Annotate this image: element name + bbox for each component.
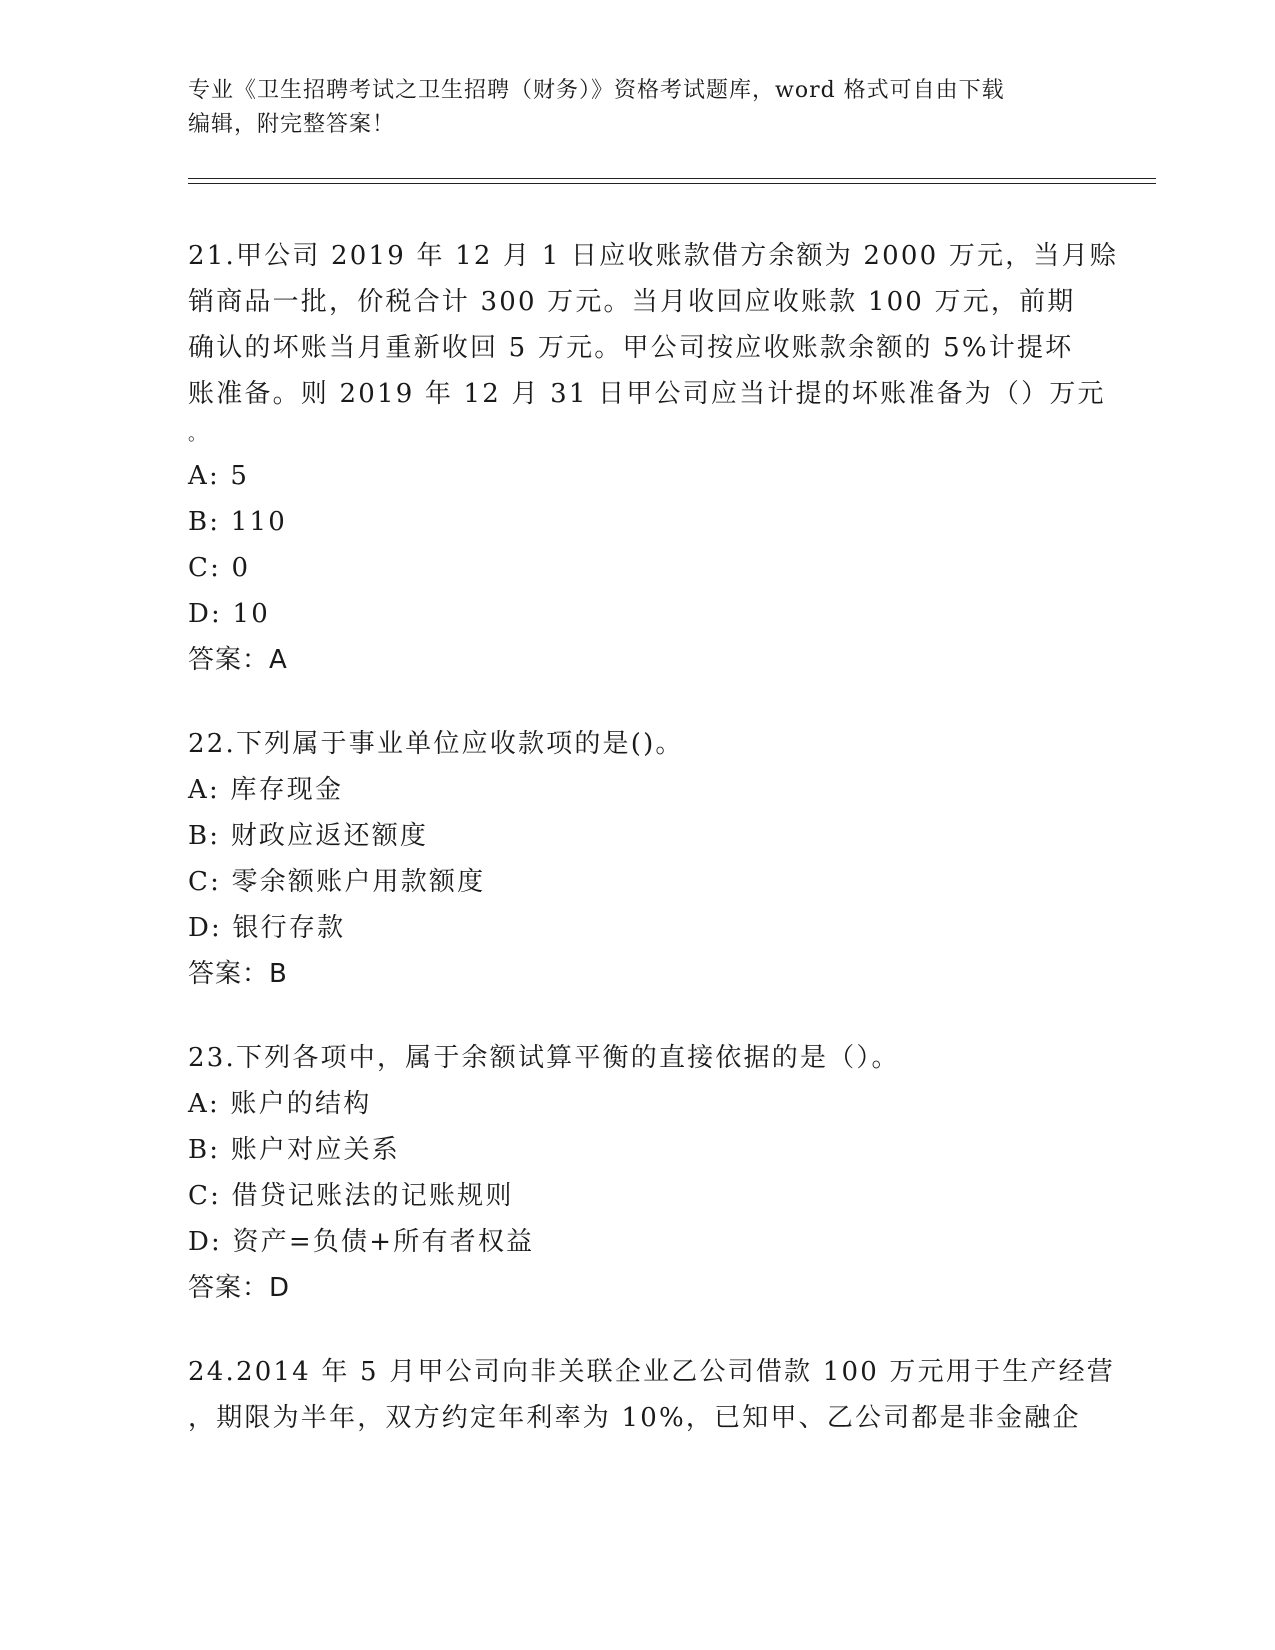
question-text-line: 22.下列属于事业单位应收款项的是()。	[188, 729, 684, 759]
question-21	[188, 233, 1119, 683]
option-a: A: 账户的结构	[188, 1089, 372, 1119]
option-b: B: 110	[188, 507, 287, 537]
question-23	[188, 1035, 1088, 1311]
option-a: A: 库存现金	[188, 775, 344, 805]
question-text-line: 销商品一批，价税合计 300 万元。当月收回应收账款 100 万元，前期	[188, 287, 1076, 317]
option-d: D: 银行存款	[188, 913, 346, 943]
question-text-line: 确认的坏账当月重新收回 5 万元。甲公司按应收账款余额的 5%计提坏	[188, 333, 1074, 363]
option-b: B: 账户对应关系	[188, 1135, 400, 1165]
question-text-line: 21.甲公司 2019 年 12 月 1 日应收账款借方余额为 2000 万元，当月赊	[188, 241, 1119, 271]
question-text-line: ，期限为半年，双方约定年利率为 10%，已知甲、乙公司都是非金融企	[188, 1403, 1081, 1433]
header-divider-bottom	[188, 183, 1156, 184]
answer-label: 答案：A	[188, 645, 288, 675]
option-d: D: 10	[188, 599, 270, 629]
option-b: B: 财政应返还额度	[188, 821, 429, 851]
option-c: C: 借贷记账法的记账规则	[188, 1181, 514, 1211]
header-line-2: 编辑，附完整答案！	[188, 112, 396, 137]
document-header	[188, 74, 1088, 142]
question-22	[188, 721, 1088, 997]
answer-label: 答案：B	[188, 959, 288, 989]
option-d: D: 资产=负债+所有者权益	[188, 1227, 535, 1257]
question-text-line: 24.2014 年 5 月甲公司向非关联企业乙公司借款 100 万元用于生产经营	[188, 1357, 1116, 1387]
question-list	[188, 233, 1119, 1479]
question-text-line: 账准备。则 2019 年 12 月 31 日甲公司应当计提的坏账准备为（）万元	[188, 379, 1106, 409]
option-a: A: 5	[188, 461, 250, 491]
question-text-line: 23.下列各项中，属于余额试算平衡的直接依据的是（）。	[188, 1043, 900, 1073]
option-c: C: 0	[188, 553, 251, 583]
question-24	[188, 1349, 1116, 1441]
option-c: C: 零余额账户用款额度	[188, 867, 486, 897]
question-text-line: 。	[188, 424, 209, 445]
header-line-1: 专业《卫生招聘考试之卫生招聘（财务）》资格考试题库，word 格式可自由下载	[188, 78, 1005, 103]
answer-label: 答案：D	[188, 1273, 291, 1303]
header-divider-top	[188, 178, 1156, 179]
